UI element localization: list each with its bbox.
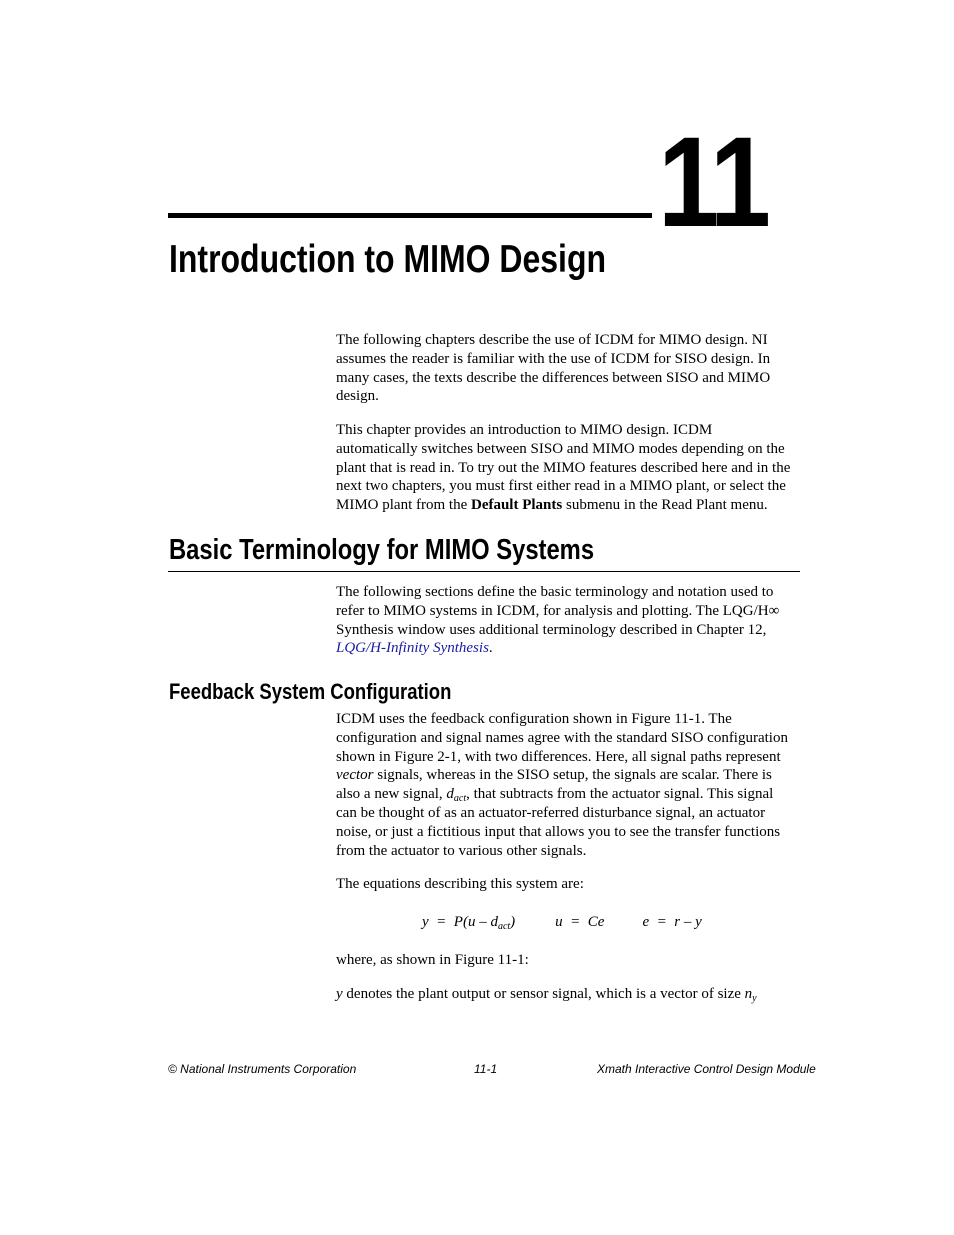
text-line: many cases, the texts describe the differences between SISO and MIMO <box>336 369 771 386</box>
menu-name-bold: Default Plants <box>470 497 563 514</box>
text-line: plant that is read in. To try out the MIMO features described here and in the <box>336 459 791 476</box>
text-line: design. <box>336 388 379 405</box>
text-line: This chapter provides an introduction to MIMO design. ICDM <box>336 422 713 438</box>
text-line: refer to MIMO systems in ICDM, for analysis and plotting. The LQG/H∞ <box>336 602 780 619</box>
text-line: noise, or just a fictitious input that allows you to see the transfer functions <box>336 823 781 840</box>
text-line <box>336 496 804 515</box>
variable: d <box>446 786 454 803</box>
text-line: Synthesis window uses additional terminology described in Chapter 12, <box>336 621 767 638</box>
feedback-paragraph <box>336 710 804 860</box>
definition-y <box>336 985 804 1004</box>
chapter-12-link[interactable]: LQG/H-Infinity Synthesis <box>336 640 489 657</box>
section-rule <box>168 571 800 572</box>
variable: y <box>336 986 343 1002</box>
intro-paragraph-1 <box>336 331 804 406</box>
text-run: submenu in the Read Plant menu. <box>562 497 768 514</box>
chapter-title: Introduction to MIMO Design <box>169 238 607 281</box>
footer-copyright: © National Instruments Corporation <box>168 1062 357 1076</box>
where-paragraph <box>336 951 804 970</box>
text-line: The equations describing this system are: <box>336 876 584 892</box>
equation-subscript: act <box>497 921 511 932</box>
equation-controller: u = Ce <box>555 914 605 930</box>
system-equations <box>422 912 702 932</box>
equation-text: ) <box>510 914 516 930</box>
text-line: next two chapters, you must first either read in a MIMO plant, or select the <box>336 478 786 495</box>
text-line <box>336 985 804 1004</box>
text-line <box>336 766 804 785</box>
text-run: . <box>488 640 493 657</box>
text-line: automatically switches between SISO and MIMO modes depending on the <box>336 440 785 457</box>
text-line: ICDM uses the feedback configuration shown in Figure 11-1. The <box>336 711 732 727</box>
variable-subscript: y <box>752 993 757 1004</box>
footer-page-number: 11-1 <box>474 1062 498 1076</box>
equations-intro <box>336 875 804 894</box>
text-line: assumes the reader is familiar with the use of ICDM for SISO design. In <box>336 350 771 367</box>
equation-error: e = r – y <box>642 914 702 930</box>
intro-paragraph-2 <box>336 421 804 515</box>
text-line: configuration and signal names agree with the standard SISO configuration <box>336 729 788 746</box>
text-run: , that subtracts from the actuator signal. This signal <box>466 786 774 803</box>
text-run: signals, whereas in the SISO setup, the signals are scalar. There is <box>373 767 772 784</box>
section-heading-basic-terminology: Basic Terminology for MIMO Systems <box>169 534 595 566</box>
text-line: can be thought of as an actuator-referred disturbance signal, an actuator <box>336 804 766 821</box>
text-line: from the actuator to various other signals. <box>336 842 587 859</box>
variable-subscript: act <box>453 793 467 805</box>
equation-plant <box>422 912 515 932</box>
equation-text: y = P(u – d <box>422 914 498 930</box>
chapter-number: 11 <box>658 111 768 254</box>
text-line: where, as shown in Figure 11-1: <box>336 952 529 968</box>
text-line: shown in Figure 2-1, with two differences. Here, all signal paths represent <box>336 748 781 765</box>
footer-book-title: Xmath Interactive Control Design Module <box>597 1062 816 1076</box>
chapter-rule <box>168 213 652 218</box>
text-run: also a new signal, <box>336 786 447 803</box>
text-run: denotes the plant output or sensor signal, which is a vector of size <box>342 986 745 1002</box>
text-line <box>336 639 804 658</box>
section-heading-feedback-configuration: Feedback System Configuration <box>169 679 452 704</box>
text-line: The following sections define the basic terminology and notation used to <box>336 584 774 600</box>
italic-term: vector <box>336 767 374 784</box>
basic-terminology-paragraph <box>336 583 804 658</box>
text-line <box>336 785 804 804</box>
variable: n <box>744 986 753 1002</box>
text-run: MIMO plant from the <box>336 497 471 514</box>
text-line: The following chapters describe the use of ICDM for MIMO design. NI <box>336 332 768 348</box>
